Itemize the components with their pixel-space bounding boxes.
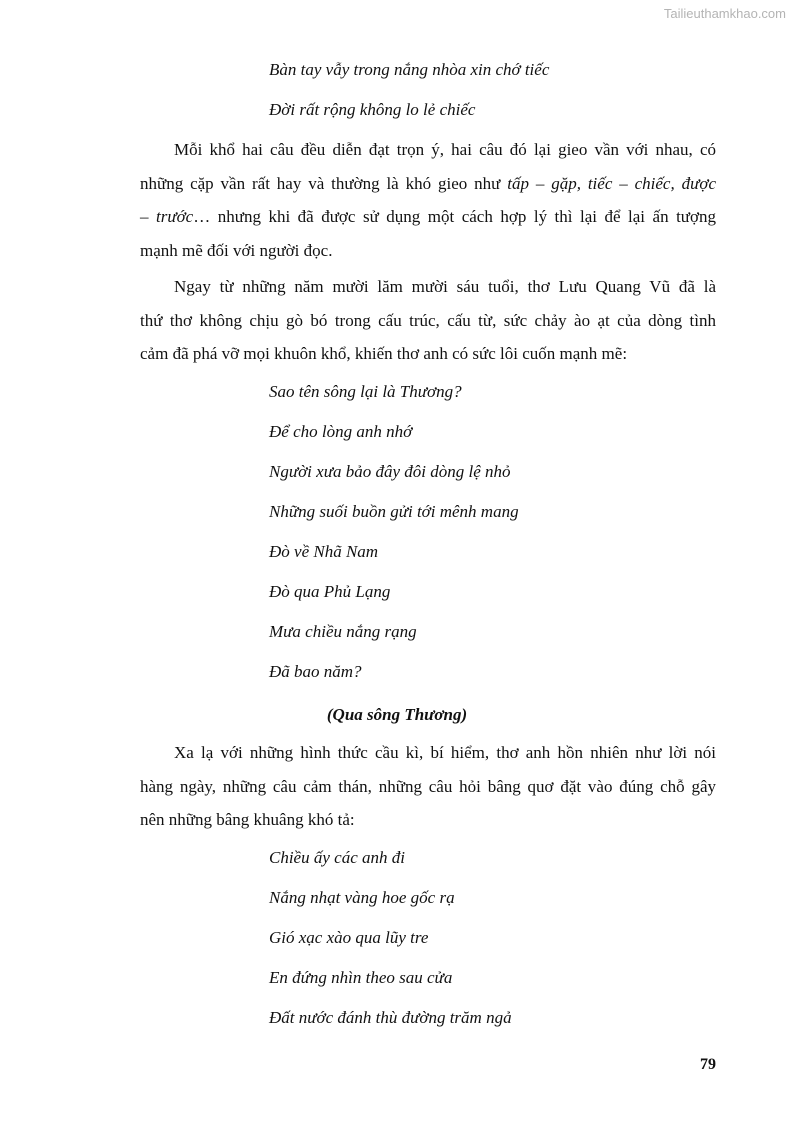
italic-text: – trước [140,207,194,226]
verse-line: Người xưa bảo đây đôi dòng lệ nhỏ [269,462,511,481]
poem-caption: (Qua sông Thương) [326,705,468,724]
paragraph-line: Mỗi khổ hai câu đều diễn đạt trọn ý, hai câu đó lại gieo vần với nhau, có [174,140,716,159]
verse-line: Những suối buồn gửi tới mênh mang [269,502,519,521]
text-run: … nhưng khi đã được sử dụng một cách hợp lý thì lại để lại ấn tượng [193,207,716,226]
paragraph-line: thứ thơ không chịu gò bó trong cấu trúc, cấu từ, sức chảy ào ạt của dòng tình [140,310,716,330]
verse-line: Chiều ấy các anh đi [269,848,405,867]
verse-line: Gió xạc xào qua lũy tre [269,928,429,947]
paragraph [140,270,716,371]
verse-line: Đò về Nhã Nam [269,542,379,561]
verse-line: Mưa chiều nắng rạng [269,622,417,641]
paragraph-line: cảm đã phá vỡ mọi khuôn khổ, khiến thơ anh có sức lôi cuốn mạnh mẽ: [140,344,628,363]
verse-line: Bàn tay vẫy trong nắng nhòa xin chớ tiếc [269,60,550,79]
paragraph-line: mạnh mẽ đối với người đọc. [140,240,333,260]
verse-line: Nắng nhạt vàng hoe gốc rạ [269,888,455,907]
verse-line: Để cho lòng anh nhớ [269,422,413,441]
text-run: những cặp vần rất hay và thường là khó gieo như [140,173,508,193]
paragraph [140,736,716,837]
verse-line: Đã bao năm? [269,662,362,681]
paragraph-line [140,200,716,234]
verse-line: En đứng nhìn theo sau cửa [269,968,453,987]
watermark: Tailieuthamkhao.com [663,6,786,21]
verse-line: Sao tên sông lại là Thương? [269,382,462,401]
paragraph-line: nên những bâng khuâng khó tả: [140,810,355,829]
verse-line: Đò qua Phủ Lạng [269,582,391,601]
paragraph-line: Xa lạ với những hình thức cầu kì, bí hiểm, thơ anh hồn nhiên như lời nói [174,743,716,762]
paragraph-line: Ngay từ những năm mười lăm mười sáu tuổi, thơ Lưu Quang Vũ đã là [174,277,716,296]
paragraph [140,133,716,267]
verse-line: Đời rất rộng không lo lẻ chiếc [269,100,476,119]
italic-text: tấp – gặp, tiếc – chiếc, được [507,173,716,193]
paragraph-line [140,167,716,201]
verse-line: Đất nước đánh thù đường trăm ngả [269,1008,512,1027]
paragraph-line: hàng ngày, những câu cảm thán, những câu hỏi bâng quơ đặt vào đúng chỗ gây [140,776,716,796]
page-number: 79 [700,1056,716,1073]
